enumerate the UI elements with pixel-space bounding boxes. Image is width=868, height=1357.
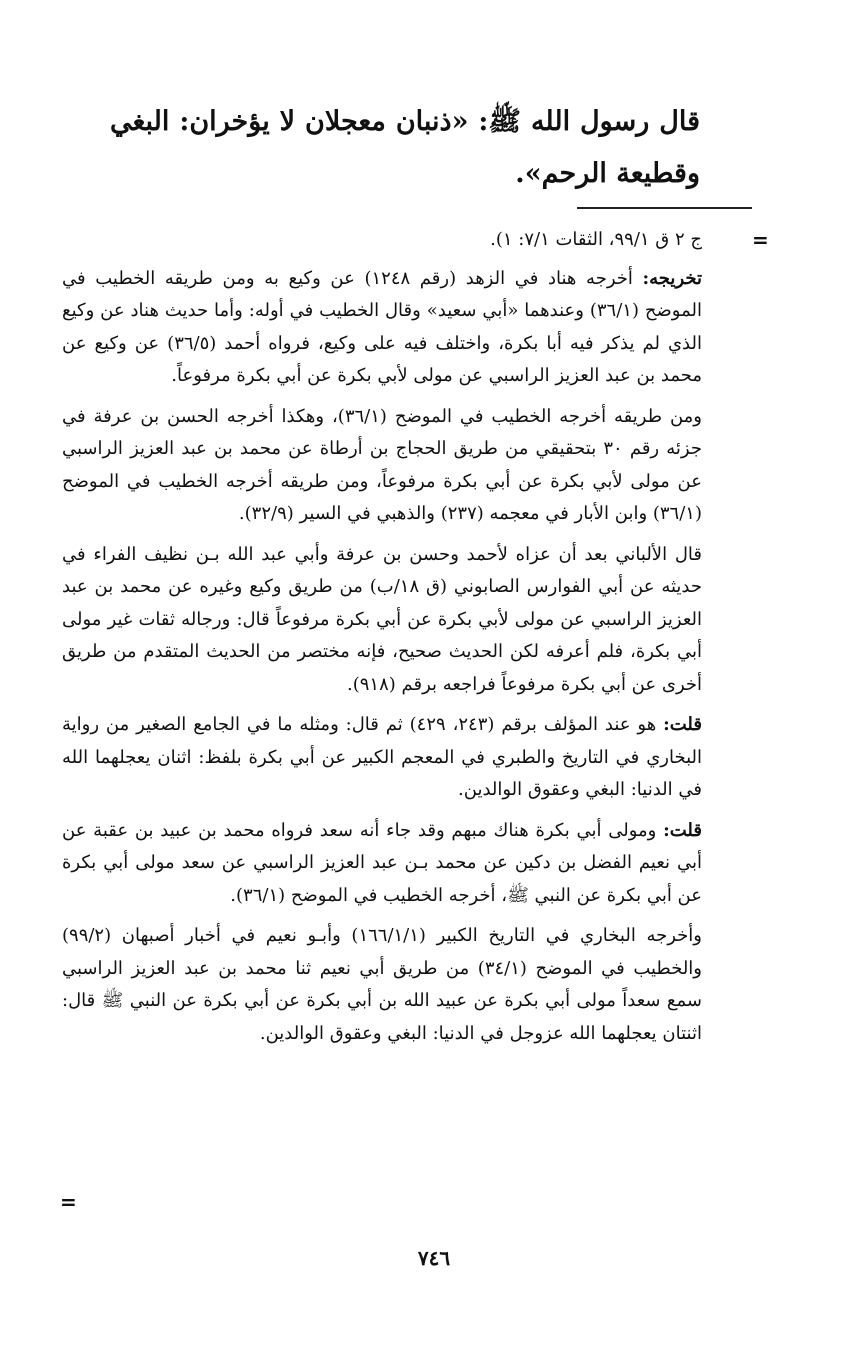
continuation-mark-top: = xyxy=(752,228,769,252)
note-paragraph xyxy=(62,263,702,393)
note-paragraph xyxy=(62,539,702,702)
paragraph-text: أخرجه هناد في الزهد (رقم ١٢٤٨) عن وكيع به ومن طريقه الخطيب في الموضح (٣٦/١) وعندهما «أبي سعيد» وقال الخطيب في أوله: وأما حديث هناد عن وكيع الذي لم يذكر فيه أبا بكرة، واختلف فيه على وكيع، فرواه أحمد (٣٦/٥) عن وكيع عن محمد بن عبد العزيز الراسبي عن مولى لأبي بكرة عن أبي بكرة مرفوعاً. xyxy=(62,267,702,386)
paragraph-text: هو عند المؤلف برقم (٢٤٣، ٤٢٩) ثم قال: ومثله ما في الجامع الصغير من رواية البخاري في التاريخ والطبري في المعجم الكبير عن أبي بكرة بلفظ: اثنان يعجلهما الله في الدنيا: البغي وعقوق الوالدين. xyxy=(62,714,702,800)
page-number: ٧٤٦ xyxy=(417,1246,451,1270)
note-paragraph xyxy=(62,401,702,531)
continuation-mark-bottom: = xyxy=(60,1190,77,1214)
paragraph-text: ومن طريقه أخرجه الخطيب في الموضح (٣٦/١)، وهكذا أخرجه الحسن بن عرفة في جزئه رقم ٣٠ بتحقيقي من طريق الحجاج بن أرطاة عن محمد بن عبد العزيز الراسبي عن مولى لأبي بكرة عن أبي بكرة مرفوعاً، ومن طريقه أخرجه الخطيب في الموضح (٣٦/١) وابن الأبار في معجمه (٢٣٧) والذهبي في السير (٣٢/٩). xyxy=(62,405,702,524)
paragraph-lead: تخريجه: xyxy=(642,267,702,289)
footnotes xyxy=(62,224,702,1058)
note-paragraph xyxy=(62,920,702,1050)
hadith-text: قال رسول الله ﷺ: «ذنبان معجلان لا يؤخران: البغي وقطيعة الرحم». xyxy=(110,106,700,189)
paragraph-lead: قلت: xyxy=(663,819,702,841)
footnote-separator xyxy=(577,207,752,209)
note-paragraph xyxy=(62,709,702,807)
paragraph-text: قال الألباني بعد أن عزاه لأحمد وحسن بن عرفة وأبي عبد الله بـن نظيف الفراء في حديثه عن أبي الفوارس الصابوني (ق ١٨/ب) من طريق وكيع وغيره عن محمد بن عبد العزيز الراسبي عن مولى لأبي بكرة عن أبي بكرة مرفوعاً قال: ورجاله ثقات غير مولى أبي بكرة، فلم أعرفه لكن الحديث صحيح، فإنه مختصر من الحديث المتقدم من طريق أخرى عن أبي بكرة مرفوعاً فراجعه برقم (٩١٨). xyxy=(62,543,702,695)
paragraph-text: وأخرجه البخاري في التاريخ الكبير (١٦٦/١/١) وأبـو نعيم في أخبار أصبهان (٩٩/٢) والخطيب في الموضح (٣٤/١) من طريق أبي نعيم ثنا محمد بن عبد العزيز الراسبي سمع سعداً مولى أبي بكرة عن عبيد الله بن أبي بكرة عن أبي بكرة عن النبي ﷺ قال: اثنتان يعجلهما الله عزوجل في الدنيا: البغي وعقوق الوالدين. xyxy=(62,925,702,1044)
note-paragraph xyxy=(62,815,702,913)
source-reference: ج ٢ ق ٩٩/١، الثقات ٧/١: ١). xyxy=(490,229,702,250)
paragraph-lead: قلت: xyxy=(663,714,702,735)
paragraph-text: ومولى أبي بكرة هناك مبهم وقد جاء أنه سعد فرواه محمد بن عبيد بن عقبة عن أبي نعيم الفضل بن دكين عن محمد بـن عبد العزيز الراسبي عن سعد مولى أبي بكرة عن أبي بكرة عن النبي ﷺ، أخرجه الخطيب في الموضح (٣٦/١). xyxy=(62,819,702,906)
